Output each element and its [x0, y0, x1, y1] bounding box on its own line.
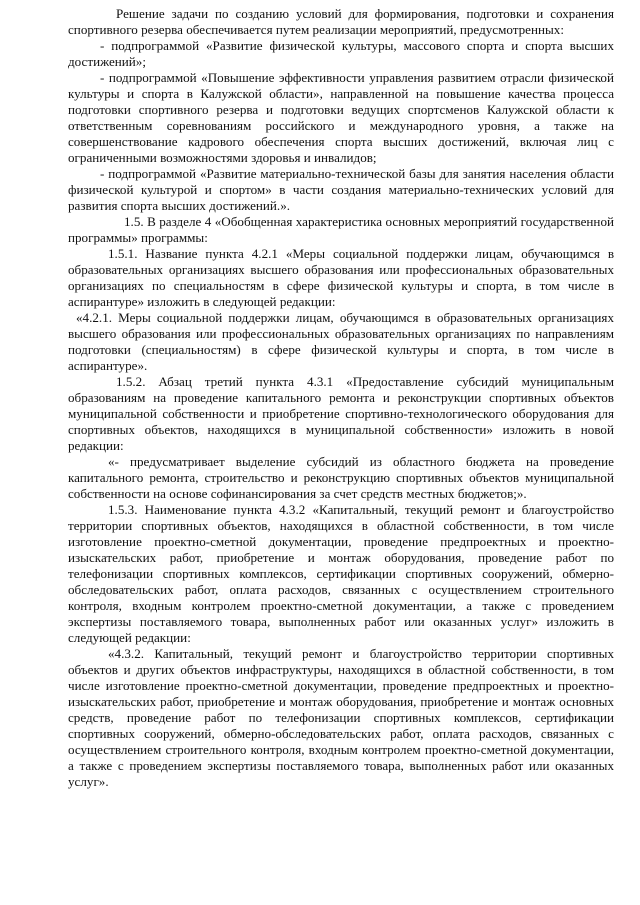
paragraph-intro: Решение задачи по созданию условий для формирования, подготовки и сохранения спортивного резерва обеспечивается путем реализации мероприятий, предусмотренных:	[68, 6, 614, 37]
document-body	[68, 6, 614, 790]
paragraph-section-1-5-1: 1.5.1. Название пункта 4.2.1 «Меры социальной поддержки лицам, обучающимся в образовательных организациях высшего образования или профессиональных образовательных организациях по специальностям в сфере физической культуры и спорта, в том числе в аспирантуре» изложить в следующей редакции:	[68, 246, 614, 309]
paragraph-subprogram-2: - подпрограммой «Повышение эффективности управления развитием отрасли физической культуры и спорта в Калужской области», направленной на повышение качества процесса подготовки спортивного резерва и подготовки ведущих спортсменов Калужской области к ответственным соревнованиям российского и международного уровня, а также на совершенствование кадрового обеспечения спорта высших достижений, включая лиц с ограниченными возможностями здоровья и инвалидов;	[68, 70, 614, 165]
paragraph-quote-subsidies: «- предусматривает выделение субсидий из областного бюджета на проведение капитального ремонта, строительство и реконструкцию спортивных объектов муниципальной собственности на основе софинансирования за счет средств местных бюджетов;».	[68, 454, 614, 501]
paragraph-section-1-5-3: 1.5.3. Наименование пункта 4.3.2 «Капитальный, текущий ремонт и благоустройство территории спортивных объектов, находящихся в областной собственности, в том числе изготовление проектно-сметной документации, проведение предпроектных и проектно-изыскательских работ, приобретение и монтаж оборудования, проведение работ по телефонизации спортивных комплексов, сертификации спортивных сооружений, обмерно-обследовательских работ, оплата расходов, связанных с осуществлением строительного контроля, входным контролем проектно-сметной документации, а также с проведением экспертизы поставляемого товара, выполненных работ или оказанных услуг» изложить в следующей редакции:	[68, 502, 614, 645]
paragraph-subprogram-1: - подпрограммой «Развитие физической культуры, массового спорта и спорта высших достижений»;	[68, 38, 614, 69]
paragraph-subprogram-3: - подпрограммой «Развитие материально-технической базы для занятия населения области физической культурой и спортом» в части создания материально-технических условий для развития спорта высших достижений.».	[68, 166, 614, 213]
paragraph-quote-4-3-2: «4.3.2. Капитальный, текущий ремонт и благоустройство территории спортивных объектов и других объектов инфраструктуры, находящихся в областной собственности, в том числе изготовление проектно-сметной документации, проведение предпроектных и проектно-изыскательских работ, приобретение и монтаж оборудования, приобретение и монтаж основных средств, проведение работ по телефонизации спортивных комплексов, сертификации спортивных сооружений, обмерно-обследовательских работ, оплата расходов, связанных с осуществлением строительного контроля, входным контролем проектно-сметной документации, а также с проведением экспертизы поставляемого товара, выполненных работ или оказанных услуг».	[68, 646, 614, 789]
paragraph-section-1-5: 1.5. В разделе 4 «Обобщенная характеристика основных мероприятий государственной программы» программы:	[68, 214, 614, 245]
paragraph-quote-4-2-1: «4.2.1. Меры социальной поддержки лицам, обучающимся в образовательных организациях высшего образования или профессиональных образовательных организациях по направлениям подготовки (специальностям) в сфере физической культуры и спорта, в том числе в аспирантуре».	[68, 310, 614, 373]
paragraph-section-1-5-2: 1.5.2. Абзац третий пункта 4.3.1 «Предоставление субсидий муниципальным образованиям на проведение капитального ремонта и реконструкции спортивных объектов муниципальной собственности и приобретение спортивно-технологического оборудования для спортивных объектов, находящихся в муниципальной собственности» изложить в новой редакции:	[68, 374, 614, 453]
